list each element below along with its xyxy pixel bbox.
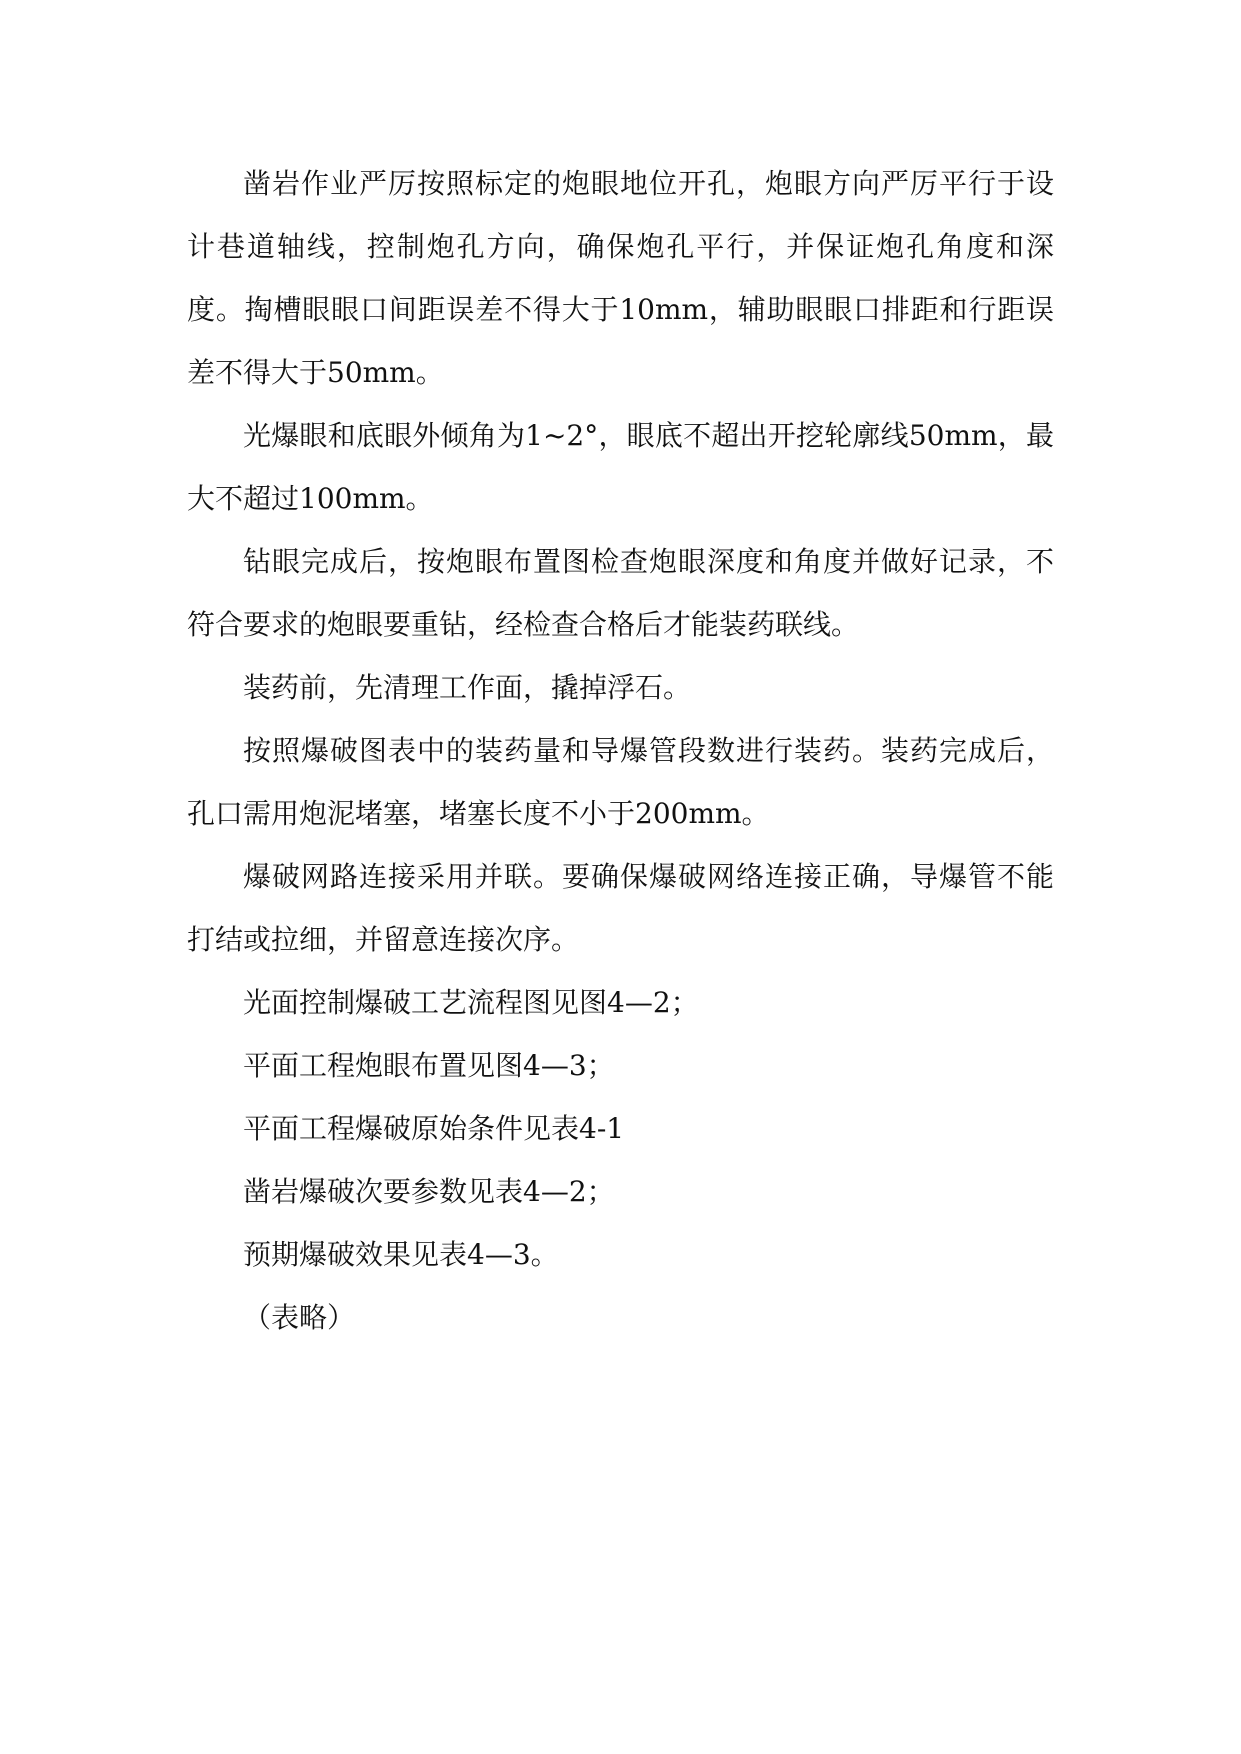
paragraph-ref-table-4-3: 预期爆破效果见表4—3。 <box>243 1238 559 1271</box>
paragraph-charging: 按照爆破图表中的装药量和导爆管段数进行装药。装药完成后，孔口需用炮泥堵塞，堵塞长度不小于200mm。 <box>187 734 1054 830</box>
paragraph-drilling: 凿岩作业严厉按照标定的炮眼地位开孔，炮眼方向严厉平行于设计巷道轴线，控制炮孔方向，确保炮孔平行，并保证炮孔角度和深度。掏槽眼眼口间距误差不得大于10mm，辅助眼眼口排距和行距误差不得大于50mm。 <box>187 167 1054 389</box>
paragraph-hole-inspection: 钻眼完成后，按炮眼布置图检查炮眼深度和角度并做好记录，不符合要求的炮眼要重钻，经检查合格后才能装药联线。 <box>187 545 1054 641</box>
paragraph-table-omitted: （表略） <box>243 1301 356 1334</box>
paragraph-ref-figure-4-2: 光面控制爆破工艺流程图见图4—2； <box>243 986 699 1019</box>
paragraph-ref-table-4-2: 凿岩爆破次要参数见表4—2； <box>243 1175 615 1208</box>
document-body <box>187 152 1054 1349</box>
paragraph-perimeter-holes: 光爆眼和底眼外倾角为1~2°，眼底不超出开挖轮廓线50mm，最大不超过100mm。 <box>187 419 1054 515</box>
paragraph-ref-figure-4-3: 平面工程炮眼布置见图4—3； <box>243 1049 615 1082</box>
paragraph-blasting-network: 爆破网路连接采用并联。要确保爆破网络连接正确，导爆管不能打结或拉细，并留意连接次序。 <box>187 860 1054 956</box>
paragraph-ref-table-4-1: 平面工程爆破原始条件见表4-1 <box>243 1112 625 1145</box>
paragraph-pre-charging: 装药前，先清理工作面，撬掉浮石。 <box>243 671 692 704</box>
